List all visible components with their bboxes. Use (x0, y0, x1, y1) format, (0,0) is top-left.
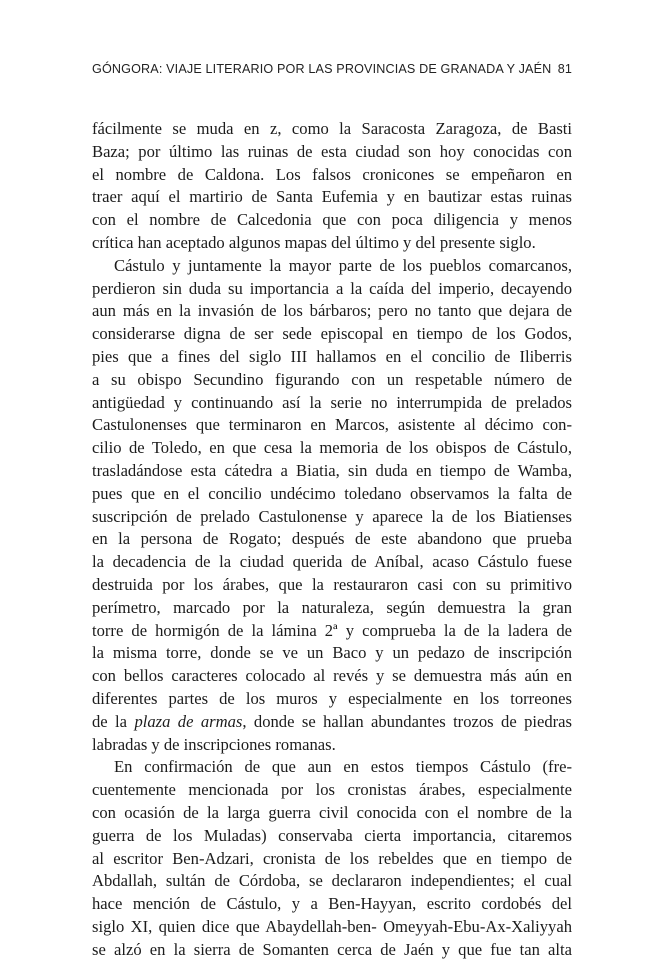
text-line-italic (92, 711, 572, 734)
text-run: de la (92, 711, 135, 731)
text-line: perdieron sin duda su importancia a la caída del imperio, decayendo (92, 278, 572, 298)
text-line: antigüedad y continuando así la serie no interrumpida de prelados (92, 392, 572, 412)
text-line: con el nombre de Calcedonia que con poca diligencia y menos (92, 210, 572, 230)
text-line: cilio de Toledo, en que cesa la memoria de los obispos de Cástulo, (92, 438, 572, 458)
text-line: hace mención de Cástulo, y a Ben-Hayyan, escrito cordobés del (92, 894, 572, 914)
text-line: considerarse digna de ser sede episcopal en tiempo de los Godos, (92, 324, 572, 344)
italic-phrase: plaza de armas (134, 711, 243, 731)
text-line: suscripción de prelado Castulonense y aparece la de los Biatienses (92, 506, 572, 526)
text-line: torre de hormigón de la lámina 2ª y comprueba la de la ladera de (92, 620, 572, 640)
text-line: crítica han aceptado algunos mapas del último y del presente siglo. (92, 232, 536, 252)
text-line: siglo XI, quien dice que Abaydellah-ben- Omeyyah-Ebu-Ax-Xaliyyah (92, 916, 572, 936)
text-line: En confirmación de que aun en estos tiempos Cástulo (fre- (114, 757, 572, 777)
text-run: , donde se hallan abundantes trozos de piedras (242, 711, 572, 731)
text-line: el nombre de Caldona. Los falsos cronicones se empeñaron en (92, 164, 572, 184)
text-line: labradas y de inscripciones romanas. (92, 734, 336, 754)
text-line: al escritor Ben-Adzari, cronista de los rebeldes que en tiempo de (92, 848, 572, 868)
text-line: la misma torre, donde se ve un Baco y un pedazo de inscripción (92, 643, 572, 663)
text-line: con ocasión de la larga guerra civil conocida con el nombre de la (92, 802, 572, 822)
page-number: 81 (557, 62, 572, 76)
text-line: cuentemente mencionada por los cronistas árabes, especialmente (92, 780, 572, 800)
text-line: se alzó en la sierra de Somanten cerca de Jaén y que fue tan alta (92, 939, 572, 959)
text-line: destruida por los árabes, que la restauraron casi con su primitivo (92, 574, 572, 594)
text-line: Cástulo y juntamente la mayor parte de los pueblos comarcanos, (114, 255, 572, 275)
text-line: pies que a fines del siglo III hallamos en el concilio de Iliberris (92, 346, 572, 366)
text-line: a su obispo Secundino figurando con un respetable número de (92, 369, 572, 389)
running-title: GÓNGORA: VIAJE LITERARIO POR LAS PROVINCIAS DE GRANADA Y JAÉN (92, 62, 552, 76)
body-text (92, 118, 572, 961)
text-line: la decadencia de la ciudad querida de Aníbal, acaso Cástulo fuese (92, 552, 572, 572)
text-line: Castulonenses que terminaron en Marcos, asistente al décimo con- (92, 415, 572, 435)
text-line: aun más en la invasión de los bárbaros; pero no tanto que dejara de (92, 301, 572, 321)
running-head (92, 62, 572, 76)
text-line: pues que en el concilio undécimo toledano observamos la falta de (92, 483, 572, 503)
text-line: diferentes partes de los muros y especialmente en los torreones (92, 688, 572, 708)
text-line: con bellos caracteres colocado al revés y se demuestra más aún en (92, 666, 572, 686)
text-line: perímetro, marcado por la naturaleza, según demuestra la gran (92, 597, 572, 617)
text-line: guerra de los Muladas) conservaba cierta importancia, citaremos (92, 825, 572, 845)
text-line: Baza; por último las ruinas de esta ciudad son hoy conocidas con (92, 141, 572, 161)
text-line: en la persona de Rogato; después de este abandono que prueba (92, 529, 572, 549)
text-line: fácilmente se muda en z, como la Saracosta Zaragoza, de Basti (92, 119, 572, 138)
text-line: Abdallah, sultán de Córdoba, se declararon independientes; el cual (92, 871, 572, 891)
text-line: trasladándose esta cátedra a Biatia, sin duda en tiempo de Wamba, (92, 460, 572, 480)
text-line: traer aquí el martirio de Santa Eufemia y en bautizar estas ruinas (92, 187, 572, 207)
